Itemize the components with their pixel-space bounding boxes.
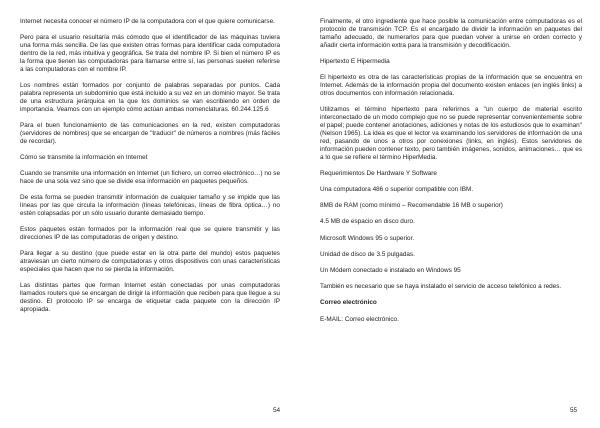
paragraph: Internet necesita conocer el número IP de la computadora con el que quiere comunicarse. bbox=[20, 18, 275, 25]
paragraph: Para llegar a su destino (que puede estar en la otra parte del mundo) estos paquetes atraviesan un cierto número de computadoras y otros dispositivos con unas características especiales que hacen que no se pierda la información. bbox=[20, 250, 280, 274]
paragraph: Utilizamos el término hipertexto para referirnos a "un cuerpo de material escrito interconectado de un modo complejo que no se puede representar convenientemente sobre el papel; puede contener anotaciones, adiciones y notas de los estudiosos que lo examinan" (Nelson 1965). La idea es que el lector va examinando los servidores de información de una red, pasando de unos a otros por conexiones (links, en inglés). Estos servidores de información pueden contener texto, pero también imágenes, sonidos, animaciones… que es a lo que se refiere el término HiperMedia. bbox=[320, 106, 582, 161]
paragraph: El hipertexto es otra de las características propias de la información que se encuentra en Internet. Además de la información propia del documento existen enlaces (en inglés links) a otros documentos con información relacionada. bbox=[320, 74, 582, 97]
right-page-text bbox=[320, 18, 582, 332]
paragraph: Para el buen funcionamiento de las comunicaciones en la red, existen computadoras (servidores de nombres) que se encargan de "traducir" de números a nombres (más fáciles de recordar). bbox=[20, 121, 280, 145]
paragraph: De esta forma se pueden transmitir información de cualquier tamaño y se impide que las líneas por las que circula la información (líneas telefónicas, líneas de fibra óptica…) no estén colapsadas por un sólo usuario durante demasiado tiempo. bbox=[20, 194, 280, 218]
paragraph: También es necesario que se haya instalado el servicio de acceso telefónico a redes. bbox=[320, 283, 562, 291]
left-page-text bbox=[20, 18, 280, 322]
section-heading-bold: Correo electrónico bbox=[320, 299, 377, 307]
requirement-item: 8MB de RAM (como mínimo – Recomendable 16 MB o superior) bbox=[320, 202, 503, 210]
paragraph: Finalmente, el otro ingrediente que hace posible la comunicación entre computadoras es el protocolo de transmisión TCP. Es el encargado de dividir la información en paquetes del tamaño adecuado, de numerarlos para que puedan volver a unirse en orden correcto y añadir cierta información extra para la transmisión y decodificación. bbox=[320, 18, 582, 49]
page-number: 55 bbox=[570, 407, 578, 414]
requirement-item: Una computadora 486 o superior compatible con IBM. bbox=[320, 185, 474, 193]
paragraph: Cuando se transmite una información en Internet (un fichero, un correo electrónico…) no se hace de una sola vez sino que se divide esa información en paquetes pequeños. bbox=[20, 170, 280, 186]
page-number: 54 bbox=[273, 407, 281, 414]
paragraph: Estos paquetes están formados por la información real que se quiere transmitir y las direcciones IP de las computadoras de origen y destino. bbox=[20, 226, 280, 242]
requirement-item: Un Módem conectado e instalado en Windows 95 bbox=[320, 267, 461, 274]
paragraph: Los nombres están formados por conjunto de palabras separadas por puntos. Cada palabra representa un subdominio que está incluido a su vez en un dominio mayor. Se trata de una estructura jerárquica en la que los dominios se van escribiendo en orden de importancia. Veamos con un ejemplo cómo actúan ambas nomenclaturas. 60.244.125.6 bbox=[20, 82, 280, 113]
requirement-item: Microsoft Windows 95 o superior. bbox=[320, 234, 415, 242]
paragraph: Pero para el usuario resultaría más cómodo que el identificador de las máquinas tuviera una forma más sencilla. De las que existen otras formas para identificar cada computadora dentro de la red, más intuitiva y geográfica. Se trata del nombre IP. Si bien el número IP es la forma que tienen las computadoras para llamarse entre sí, las personas suelen referirse a las computadoras con el nombre IP. bbox=[20, 34, 280, 73]
requirement-item: 4.5 MB de espacio en disco duro. bbox=[320, 218, 415, 226]
section-heading: Cómo se transmite la información en Internet bbox=[20, 153, 148, 161]
section-heading: Hipertexto E Hipermedia bbox=[320, 57, 390, 65]
section-heading: Requerimientos De Hardware Y Software bbox=[320, 169, 437, 177]
right-page bbox=[300, 0, 600, 428]
paragraph: Las distintas partes que forman Internet están conectadas por unas computadoras llamados routers que se encargan de dirigir la información que reciben para que llegue a su destino. El protocolo IP se encarga de etiquetar cada paquete con la dirección IP apropiada. bbox=[20, 282, 280, 314]
requirement-item: Unidad de disco de 3.5 pulgadas. bbox=[320, 250, 415, 258]
paragraph: E-MAIL: Correo electrónico. bbox=[320, 315, 399, 323]
